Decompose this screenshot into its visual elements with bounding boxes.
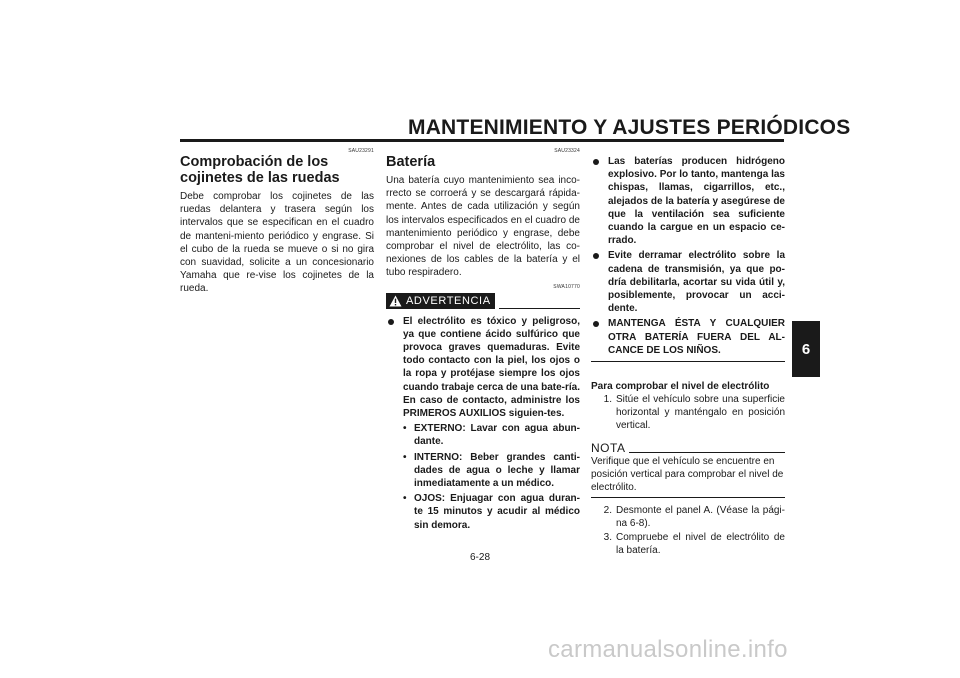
- sub-item: [403, 451, 580, 491]
- section-code: SAU23324: [554, 148, 580, 154]
- step-number: 1.: [603, 394, 612, 406]
- step-text: Sitúe el vehículo sobre una superficie horizontal y manténgalo en posición vertical.: [616, 394, 785, 432]
- note-label: NOTA: [591, 440, 626, 455]
- column-battery: [386, 148, 580, 532]
- bullet-dot-icon: [388, 319, 394, 325]
- bullet-dot-icon: [593, 159, 599, 165]
- sub-bullet-icon: •: [403, 423, 407, 435]
- note-header: [591, 441, 785, 455]
- column-wheel-bearings: [180, 148, 374, 296]
- step-number: 2.: [603, 505, 612, 517]
- section-body: Una batería cuyo mantenimiento sea inco-rrecto se corroerá y se descargará rápida-mente. Antes de cada utilización y según los intervalos especificados en el cuadro de mantenimiento periódico y engrase, debe comprobar el nivel de electrólito, las co-nexiones de los cables de la batería y el tubo respiradero.: [386, 175, 580, 279]
- warning-header: [386, 292, 580, 310]
- note-text: Verifique que el vehículo se encuentre en posición vertical para comprobar el nivel de electrólito.: [591, 455, 784, 494]
- warning-bullet: [591, 249, 785, 315]
- warning-rule: [499, 308, 580, 309]
- warning-bullet: [386, 315, 580, 421]
- page-title: MANTENIMIENTO Y AJUSTES PERIÓDICOS: [408, 116, 851, 139]
- section-body: Debe comprobar los cojinetes de las ruedas delantera y trasera según los intervalos que se especifican en el cuadro de manteni-miento periódico y engrase. Si el cubo de la rueda se mueve o si no gira con suavidad, solicite a un concesionario Yamaha que re-vise los cojinetes de la rueda.: [180, 191, 374, 295]
- bullet-dot-icon: [593, 253, 599, 259]
- warning-bullet: [591, 317, 785, 357]
- sub-item-text: EXTERNO: Lavar con agua abun-dante.: [414, 423, 580, 448]
- note-end-rule: [591, 497, 785, 498]
- procedure-heading: Para comprobar el nivel de electrólito: [591, 381, 770, 393]
- step-number: 3.: [603, 531, 612, 543]
- page-number: 6-28: [469, 552, 490, 563]
- procedure-step: [591, 393, 785, 433]
- watermark: carmanualsonline.info: [548, 636, 788, 663]
- warning-label: ADVERTENCIA: [406, 294, 491, 307]
- bullet-text: El electrólito es tóxico y peligroso, ya que contiene ácido sulfúrico que provoca graves quemaduras. Evite todo contacto con la piel, los ojos o la ropa y protéjase siempre los ojos cuando trabaje cerca de una bate-ría. En caso de contacto, administre los PRIMEROS AUXILIOS siguien-tes.: [403, 315, 580, 420]
- warning-badge: [386, 293, 495, 309]
- chapter-tab: 6: [792, 321, 820, 377]
- bullet-text: MANTENGA ÉSTA Y CUALQUIER OTRA BATERÍA FUERA DEL AL-CANCE DE LOS NIÑOS.: [608, 318, 785, 356]
- sub-item-text: OJOS: Enjuagar con agua duran-te 15 minutos y acudir al médico sin demora.: [414, 493, 580, 531]
- section-code: SAU23291: [348, 148, 374, 154]
- sub-bullet-icon: •: [403, 493, 407, 505]
- sub-item-text: INTERNO: Beber grandes canti-dades de agua o leche y llamar inmediatamente a un médico.: [414, 451, 580, 490]
- bullet-text: Evite derramar electrólito sobre la cadena de transmisión, ya que po-dría debilitarla, acortar su vida útil y, posiblemente, provocar un acci-dente.: [608, 250, 785, 315]
- warning-end-rule: [591, 361, 785, 362]
- warning-triangle-icon: [389, 295, 402, 307]
- sub-item: [403, 422, 580, 448]
- step-text: Compruebe el nivel de electrólito de la batería.: [616, 531, 785, 556]
- bullet-text: Las baterías producen hidrógeno explosivo. Por lo tanto, mantenga las chispas, llamas, cigarrillos, etc., alejados de la batería y asegúrese de que la ventilación sea suficiente cuando la cargue en un espacio ce-rrado.: [608, 156, 785, 247]
- procedure-step: [591, 504, 785, 530]
- column-battery-continued: [591, 155, 785, 557]
- warning-code: SWA10770: [553, 283, 580, 290]
- section-heading: Batería: [386, 154, 436, 170]
- section-heading: Comprobación de los cojinetes de las ruedas: [180, 154, 340, 186]
- sub-bullet-icon: •: [403, 451, 407, 463]
- header-rule: [180, 139, 784, 142]
- note-rule: [629, 452, 785, 453]
- warning-bullet: [591, 155, 785, 247]
- step-text: Desmonte el panel A. (Véase la pági-na 6-8).: [616, 505, 785, 530]
- bullet-dot-icon: [593, 321, 599, 327]
- sub-item: [403, 492, 580, 532]
- procedure-step: [591, 531, 785, 557]
